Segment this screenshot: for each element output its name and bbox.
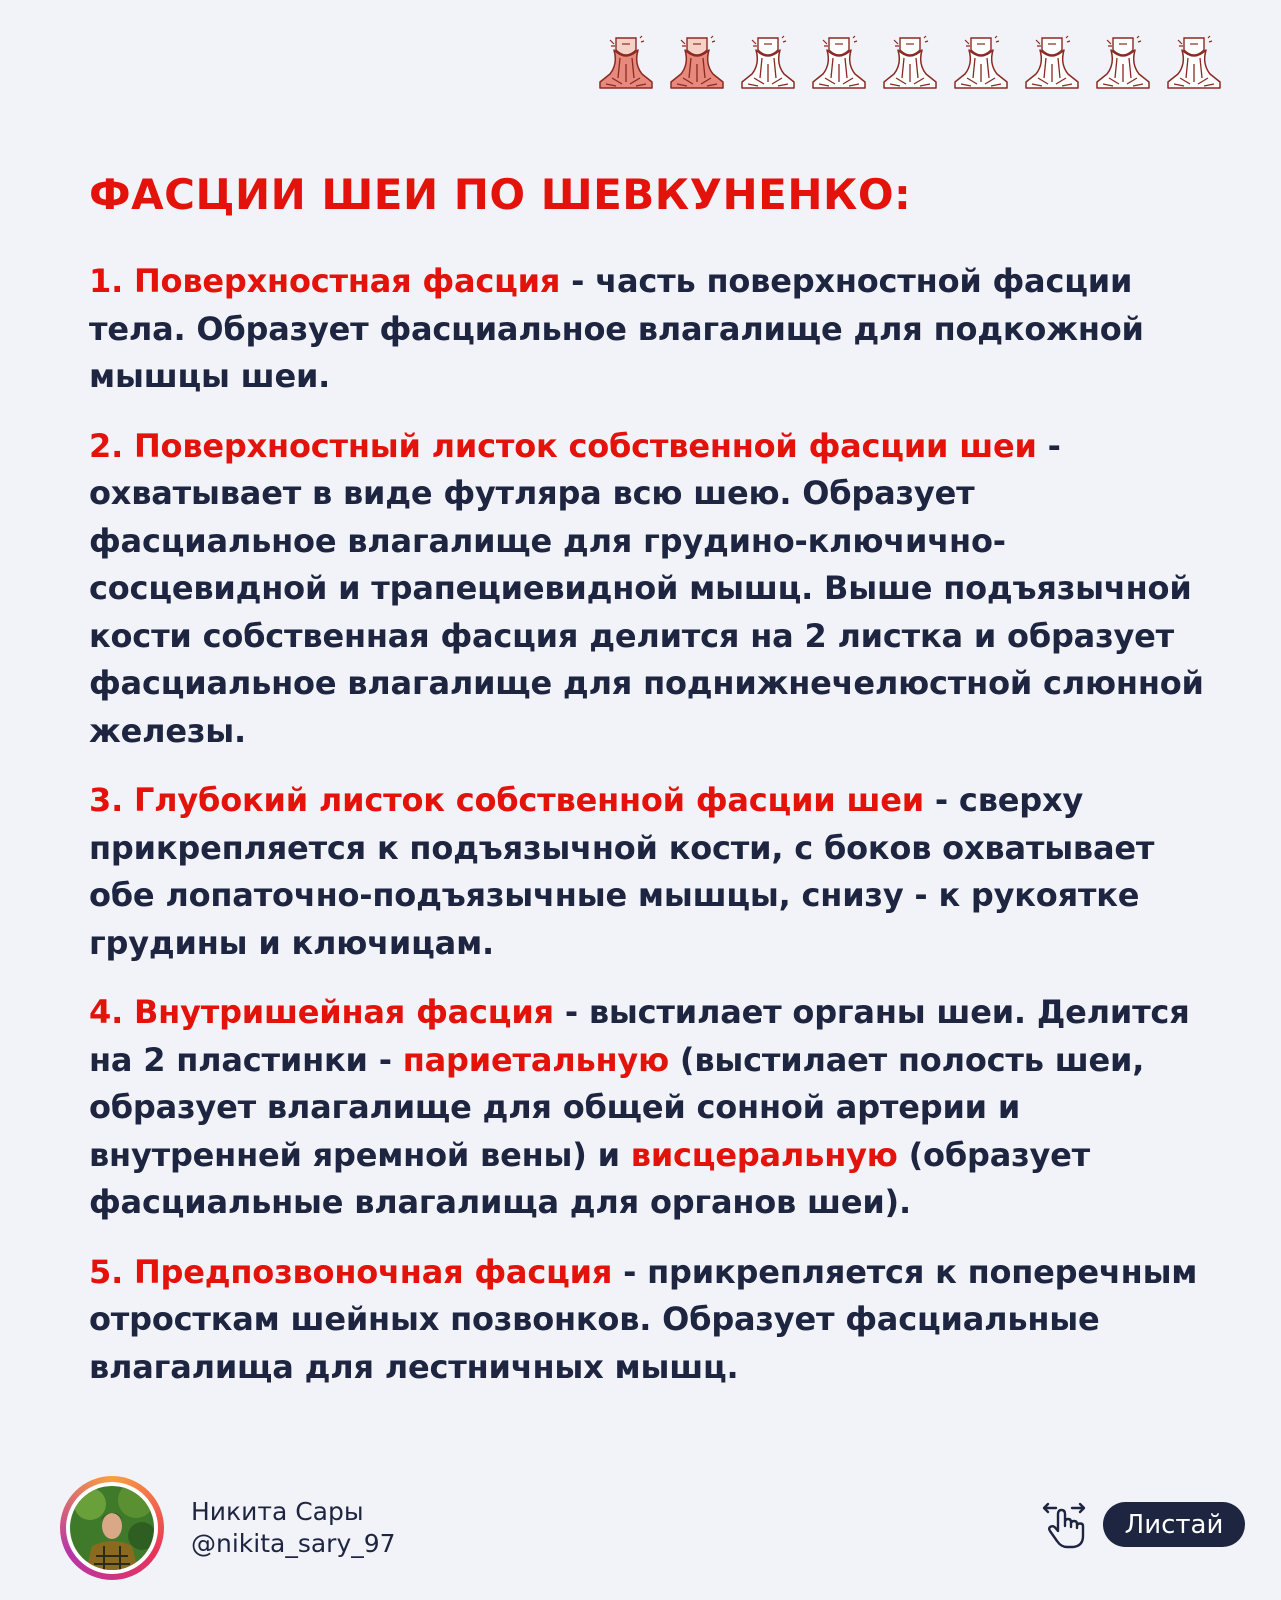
author-name: Никита Сары	[191, 1497, 364, 1526]
progress-neck-icon-filled	[596, 34, 656, 90]
fascia-item	[89, 1249, 1204, 1392]
progress-neck-icon	[1093, 34, 1153, 90]
progress-neck-icon	[809, 34, 869, 90]
page-title: ФАСЦИИ ШЕИ ПО ШЕВКУНЕНКО:	[89, 170, 912, 219]
fascia-term: 1. Поверхностная фасция	[89, 262, 561, 300]
swipe-button[interactable]: Листай	[1103, 1502, 1245, 1547]
fascia-description: - сверху прикрепляется к подъязычной кости, с боков охватывает обе лопаточно-подъязычные мышцы, снизу - к рукоятке грудины и ключицам.	[89, 781, 1155, 962]
fascia-term: висцеральную	[630, 1135, 898, 1174]
swipe-hand-icon	[1040, 1500, 1088, 1550]
fascia-description: - часть поверхностной фасции тела. Образует фасциальное влагалище для подкожной мышцы шеи.	[89, 262, 1144, 395]
fascia-term: 2. Поверхностный листок собственной фасции шеи	[89, 426, 1037, 465]
author-info	[191, 1496, 396, 1560]
fascia-item	[89, 258, 1204, 401]
fascia-description: (образует фасциальные влагалища для органов шеи).	[89, 1135, 1090, 1221]
fascia-description: - выстилает органы шеи. Делится на 2 пластинки -	[89, 993, 1190, 1079]
fascia-description: - охватывает в виде футляра всю шею. Образует фасциальное влагалище для грудино-ключично-сосцевидной и трапециевидной мышц. Выше подъязычной кости собственная фасция делится на 2 листка и образует фасциальное влагалище для поднижнечелюстной слюнной железы.	[89, 426, 1204, 750]
progress-neck-icon	[738, 34, 798, 90]
fascia-term: 4. Внутришейная фасция	[89, 993, 554, 1031]
avatar[interactable]	[60, 1476, 164, 1580]
progress-neck-icon	[951, 34, 1011, 90]
fascia-term: 5. Предпозвоночная фасция	[89, 1252, 613, 1291]
fascia-list	[89, 258, 1204, 1413]
slide-progress	[596, 34, 1224, 90]
fascia-description: - прикрепляется к поперечным отросткам шейных позвонков. Образует фасциальные влагалища для лестничных мышц.	[89, 1252, 1198, 1386]
fascia-item	[89, 989, 1204, 1227]
progress-neck-icon-filled	[667, 34, 727, 90]
avatar-photo-icon	[70, 1486, 154, 1570]
progress-neck-icon	[880, 34, 940, 90]
fascia-item	[89, 777, 1204, 967]
fascia-description: (выстилает полость шеи, образует влагалище для общей сонной артерии и внутренней яремной вены) и	[89, 1040, 1145, 1174]
fascia-term: париетальную	[402, 1040, 669, 1079]
progress-neck-icon	[1164, 34, 1224, 90]
author-handle[interactable]: @nikita_sary_97	[191, 1529, 396, 1558]
fascia-term: 3. Глубокий листок собственной фасции шеи	[89, 781, 924, 819]
fascia-item	[89, 423, 1204, 756]
progress-neck-icon	[1022, 34, 1082, 90]
